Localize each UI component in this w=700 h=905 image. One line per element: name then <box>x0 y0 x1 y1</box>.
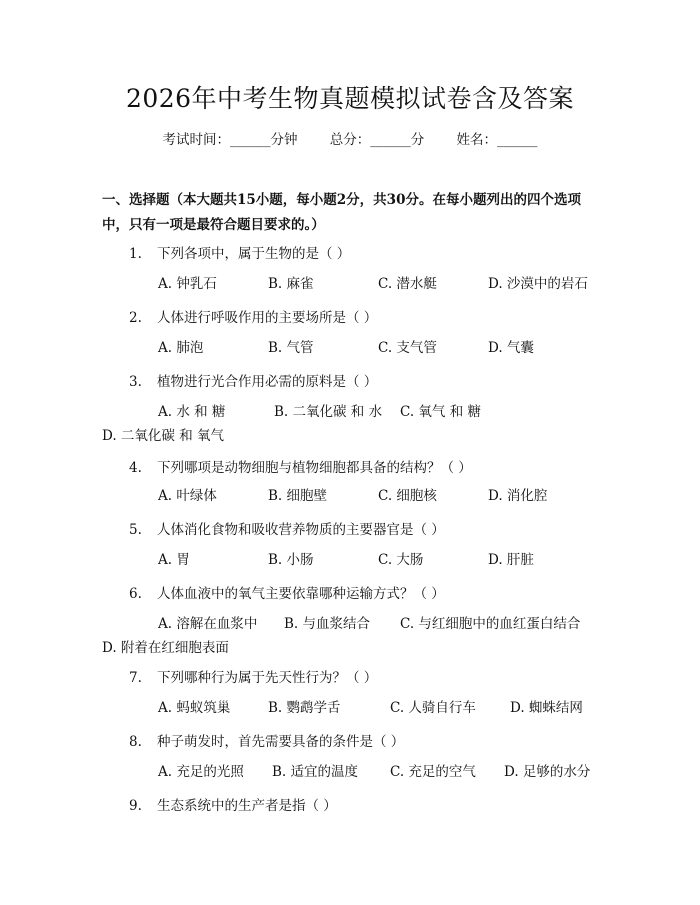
question-3 <box>129 372 599 392</box>
question-text: 人体进行呼吸作用的主要场所是（ ） <box>157 310 378 326</box>
question-text: 人体消化食物和吸收营养物质的主要器官是（ ） <box>157 522 445 538</box>
question-9 <box>129 796 599 816</box>
question-3-options <box>102 400 602 448</box>
question-number: 7. <box>129 670 142 686</box>
option-a: A. 叶绿体 <box>158 488 217 504</box>
option-d: D. 足够的水分 <box>504 764 591 780</box>
option-b: B. 小肠 <box>268 552 314 568</box>
option-b: B. 气管 <box>268 340 314 356</box>
option-a: A. 钟乳石 <box>158 276 217 292</box>
option-d: D. 肝脏 <box>488 552 534 568</box>
question-text: 下列哪项是动物细胞与植物细胞都具备的结构？（ ） <box>157 460 472 476</box>
option-a: A. 水 和 糖 <box>158 404 226 420</box>
question-number: 9. <box>129 798 142 814</box>
question-8-options <box>102 760 602 784</box>
question-8 <box>129 732 599 752</box>
option-b: B. 麻雀 <box>268 276 314 292</box>
student-name-field: 姓名：______ <box>456 132 538 148</box>
question-text: 下列哪种行为属于先天性行为？（ ） <box>157 670 378 686</box>
question-number: 1. <box>129 246 142 262</box>
section-heading: 一、选择题（本大题共15小题，每小题2分，共30分。在每小题列出的四个选项中，只有一项是最符合题目要求的。） <box>102 192 581 233</box>
option-b: B. 细胞壁 <box>268 488 328 504</box>
question-2 <box>129 308 599 328</box>
option-d: D. 沙漠中的岩石 <box>488 276 588 292</box>
option-d: D. 蜘蛛结网 <box>510 700 583 716</box>
option-c: C. 支气管 <box>378 340 437 356</box>
question-number: 8. <box>129 734 142 750</box>
option-d: D. 附着在红细胞表面 <box>102 640 229 656</box>
exam-time-field: 考试时间：______分钟 <box>162 132 298 148</box>
exam-info <box>0 130 700 150</box>
question-text: 人体血液中的氧气主要依靠哪种运输方式？（ ） <box>157 586 445 602</box>
option-c: C. 充足的空气 <box>390 764 476 780</box>
question-7 <box>129 668 599 688</box>
question-number: 4. <box>129 460 142 476</box>
question-text: 生态系统中的生产者是指（ ） <box>157 798 337 814</box>
question-5-options <box>102 548 602 572</box>
option-a: A. 充足的光照 <box>158 764 244 780</box>
question-text: 种子萌发时，首先需要具备的条件是（ ） <box>157 734 405 750</box>
option-a: A. 溶解在血浆中 <box>158 616 258 632</box>
option-d: D. 二氧化碳 和 氧气 <box>102 428 225 444</box>
question-1-options <box>102 272 602 296</box>
option-c: C. 氧气 和 糖 <box>400 404 482 420</box>
question-number: 6. <box>129 586 142 602</box>
question-6-options <box>102 612 602 660</box>
question-7-options <box>102 696 602 720</box>
total-score-field: 总分：______分 <box>329 132 425 148</box>
question-text: 植物进行光合作用必需的原料是（ ） <box>157 374 378 390</box>
option-c: C. 细胞核 <box>378 488 437 504</box>
option-a: A. 蚂蚁筑巢 <box>158 700 231 716</box>
question-6 <box>129 584 599 604</box>
option-b: B. 二氧化碳 和 水 <box>274 404 383 420</box>
question-4-options <box>102 484 602 508</box>
option-b: B. 适宜的温度 <box>272 764 359 780</box>
question-5 <box>129 520 599 540</box>
question-2-options <box>102 336 602 360</box>
option-a: A. 肺泡 <box>158 340 204 356</box>
question-text: 下列各项中，属于生物的是（ ） <box>157 246 351 262</box>
option-c: C. 大肠 <box>378 552 424 568</box>
question-4 <box>129 458 599 478</box>
question-number: 5. <box>129 522 142 538</box>
option-c: C. 人骑自行车 <box>390 700 476 716</box>
option-a: A. 胃 <box>158 552 190 568</box>
option-b: B. 鹦鹉学舌 <box>268 700 341 716</box>
option-d: D. 消化腔 <box>488 488 548 504</box>
question-1 <box>129 244 599 264</box>
question-number: 2. <box>129 310 142 326</box>
option-c: C. 潜水艇 <box>378 276 437 292</box>
question-number: 3. <box>129 374 142 390</box>
option-c: C. 与红细胞中的血红蛋白结合 <box>400 616 581 632</box>
option-b: B. 与血浆结合 <box>284 616 371 632</box>
page-title: 2026年中考生物真题模拟试卷含及答案 <box>125 84 575 113</box>
option-d: D. 气囊 <box>488 340 534 356</box>
